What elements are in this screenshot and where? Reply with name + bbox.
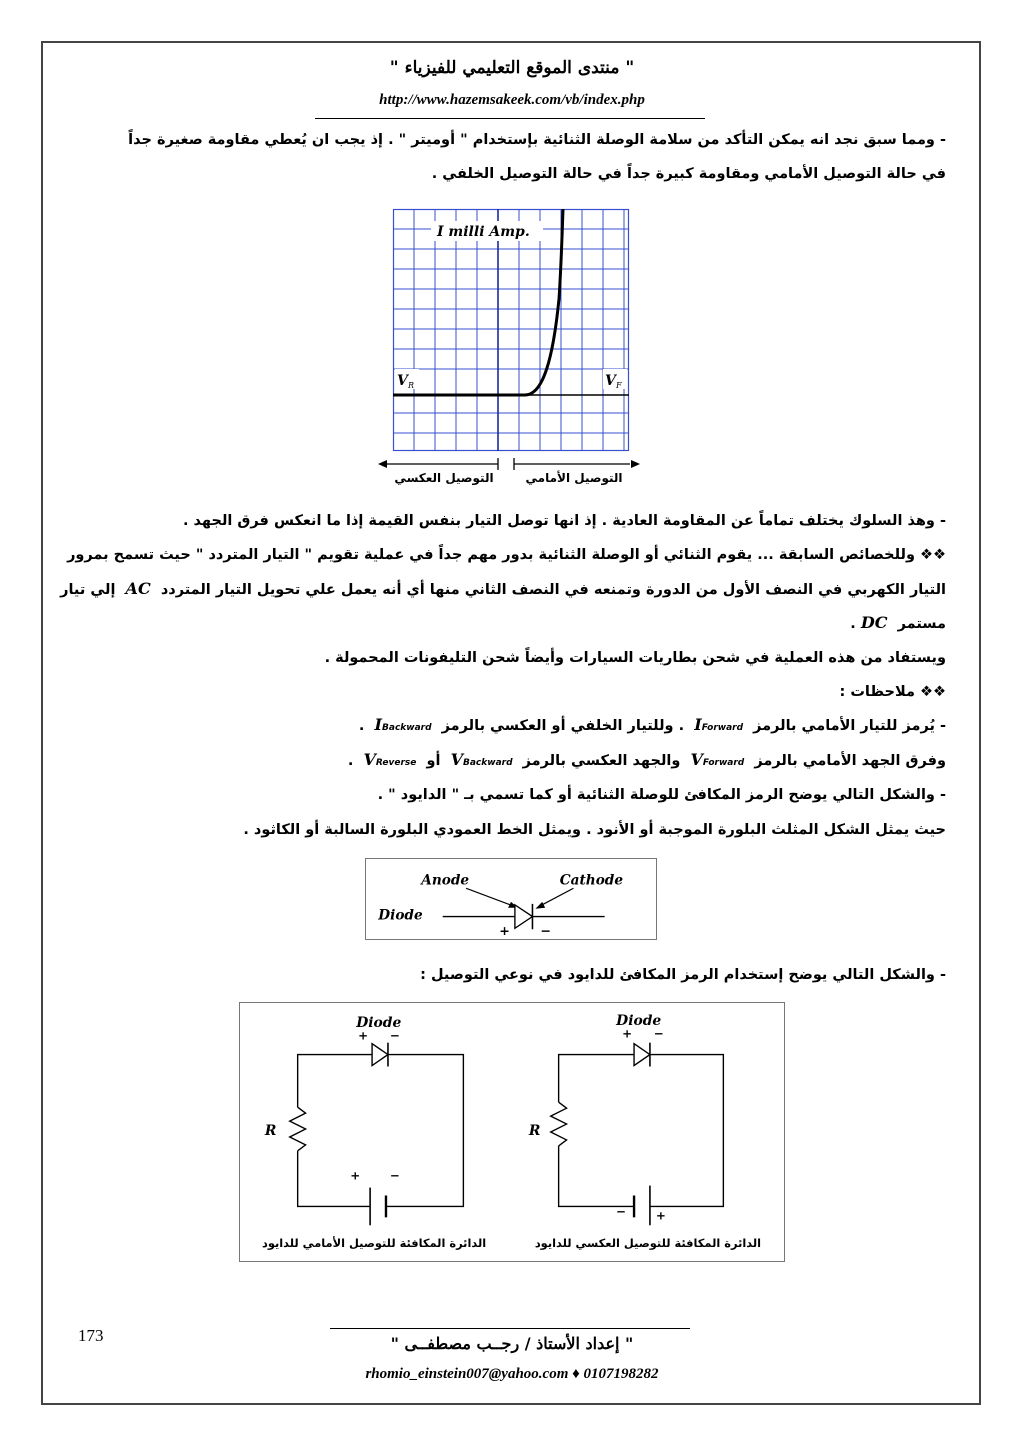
right-diode-label: Diode <box>616 1012 662 1029</box>
header-rule <box>315 118 705 119</box>
left-diode-label: Diode <box>356 1014 402 1031</box>
page-number: 173 <box>78 1326 104 1345</box>
header-title: " منتدى الموقع التعليمي للفيزياء " <box>389 58 635 78</box>
notes-title: ❖❖ ملاحظات : <box>839 684 946 700</box>
vr-label: V <box>397 373 408 389</box>
svg-text:+: + <box>358 1028 369 1043</box>
iv-characteristic-graph <box>393 209 629 451</box>
note3: - والشكل التالي يوضح الرمز المكافئ للوصلة الثنائية أو كما تسمي بـ " الدايود " . <box>377 787 946 803</box>
right-resistor <box>551 1102 567 1146</box>
left-caption: الدائرة المكافئة للتوصيل الأمامي للدايود <box>261 1236 487 1251</box>
right-caption: الدائرة المكافئة للتوصيل العكسي للدايود <box>534 1236 762 1251</box>
para4: ويستفاد من هذه العملية في شحن بطاريات السيارات وأيضاً شحن التليفونات المحمولة . <box>324 650 946 666</box>
anode-plus: + <box>499 923 510 939</box>
svg-text:R: R <box>528 1122 541 1139</box>
para2: - وهذ السلوك يختلف تماماً عن المقاومة العادية . إذ انها توصل التيار بنفس القيمة إذا ما انعكس فرق الجهد . <box>183 513 946 529</box>
diode-circuits-figure <box>239 1002 785 1262</box>
svg-text:−: − <box>389 1168 400 1183</box>
reverse-circuit <box>528 1013 761 1250</box>
vf-sub: F <box>616 381 622 390</box>
svg-text:−: − <box>389 1028 400 1043</box>
svg-text:−: − <box>653 1026 664 1041</box>
note1: - يُرمز للتيار الأمامي بالرمز IForward . وللتيار الخلفي أو العكسي بالرمز IBackward . <box>358 715 946 734</box>
vr-sub: R <box>408 381 415 390</box>
cathode-label: Cathode <box>559 872 624 889</box>
anode-label: Anode <box>421 872 470 889</box>
footer-rule <box>330 1328 690 1329</box>
diode-label: Diode <box>378 907 423 924</box>
para3-line1: ❖❖ وللخصائص السابقة ... يقوم الثنائي أو الوصلة الثنائية بدور مهم جداً في عملية تقويم " التيار المتردد " حيث تسمح بمرور <box>67 547 946 563</box>
diode-symbol-figure <box>365 858 657 940</box>
reverse-conduction-label: التوصيل العكسي <box>394 471 494 485</box>
footer-author: " إعداد الأستاذ / رجــب مصطفــى " <box>390 1334 634 1353</box>
forward-conduction-label: التوصيل الأمامي <box>525 471 623 485</box>
left-resistor <box>290 1107 306 1151</box>
svg-text:−: − <box>616 1204 627 1219</box>
y-axis-label: I milli Amp. <box>437 224 530 240</box>
footer-contact: rhomio_einstein007@yahoo.com ♦ 0107198282 <box>365 1366 659 1382</box>
svg-text:R: R <box>264 1122 277 1139</box>
vf-label: V <box>605 373 616 389</box>
svg-text:+: + <box>655 1208 666 1223</box>
forward-circuit <box>262 1015 486 1250</box>
para1-line1: - ومما سبق نجد انه يمكن التأكد من سلامة الوصلة الثنائية بإستخدام " أوميتر " . إذ يجب ان يُعطي مقاومة صغيرة جداً <box>128 132 946 148</box>
svg-text:+: + <box>350 1168 361 1183</box>
note5: - والشكل التالي يوضح إستخدام الرمز المكافئ للدايود في نوعي التوصيل : <box>420 967 946 983</box>
header-url[interactable]: http://www.hazemsakeek.com/vb/index.php <box>379 92 645 108</box>
svg-text:+: + <box>622 1026 633 1041</box>
note4: حيث يمثل الشكل المثلث البلورة الموجبة أو الأنود . ويمثل الخط العمودي البلورة السالبة أو الكاثود . <box>243 822 946 838</box>
conduction-arrows <box>378 456 644 486</box>
cathode-minus: − <box>540 923 551 939</box>
para3-line3: مستمر DC . <box>850 613 946 632</box>
para3-line2: التيار الكهربي في النصف الأول من الدورة وتمنعه في النصف الثاني منها أي أنه يعمل علي تحويل التيار المتردد AC إلي تيار <box>60 579 946 598</box>
para1-line2: في حالة التوصيل الأمامي ومقاومة كبيرة جداً في حالة التوصيل الخلفي . <box>431 166 946 182</box>
note2: وفرق الجهد الأمامي بالرمز VForward والجهد العكسي بالرمز VBackward أو VReverse . <box>347 750 946 769</box>
